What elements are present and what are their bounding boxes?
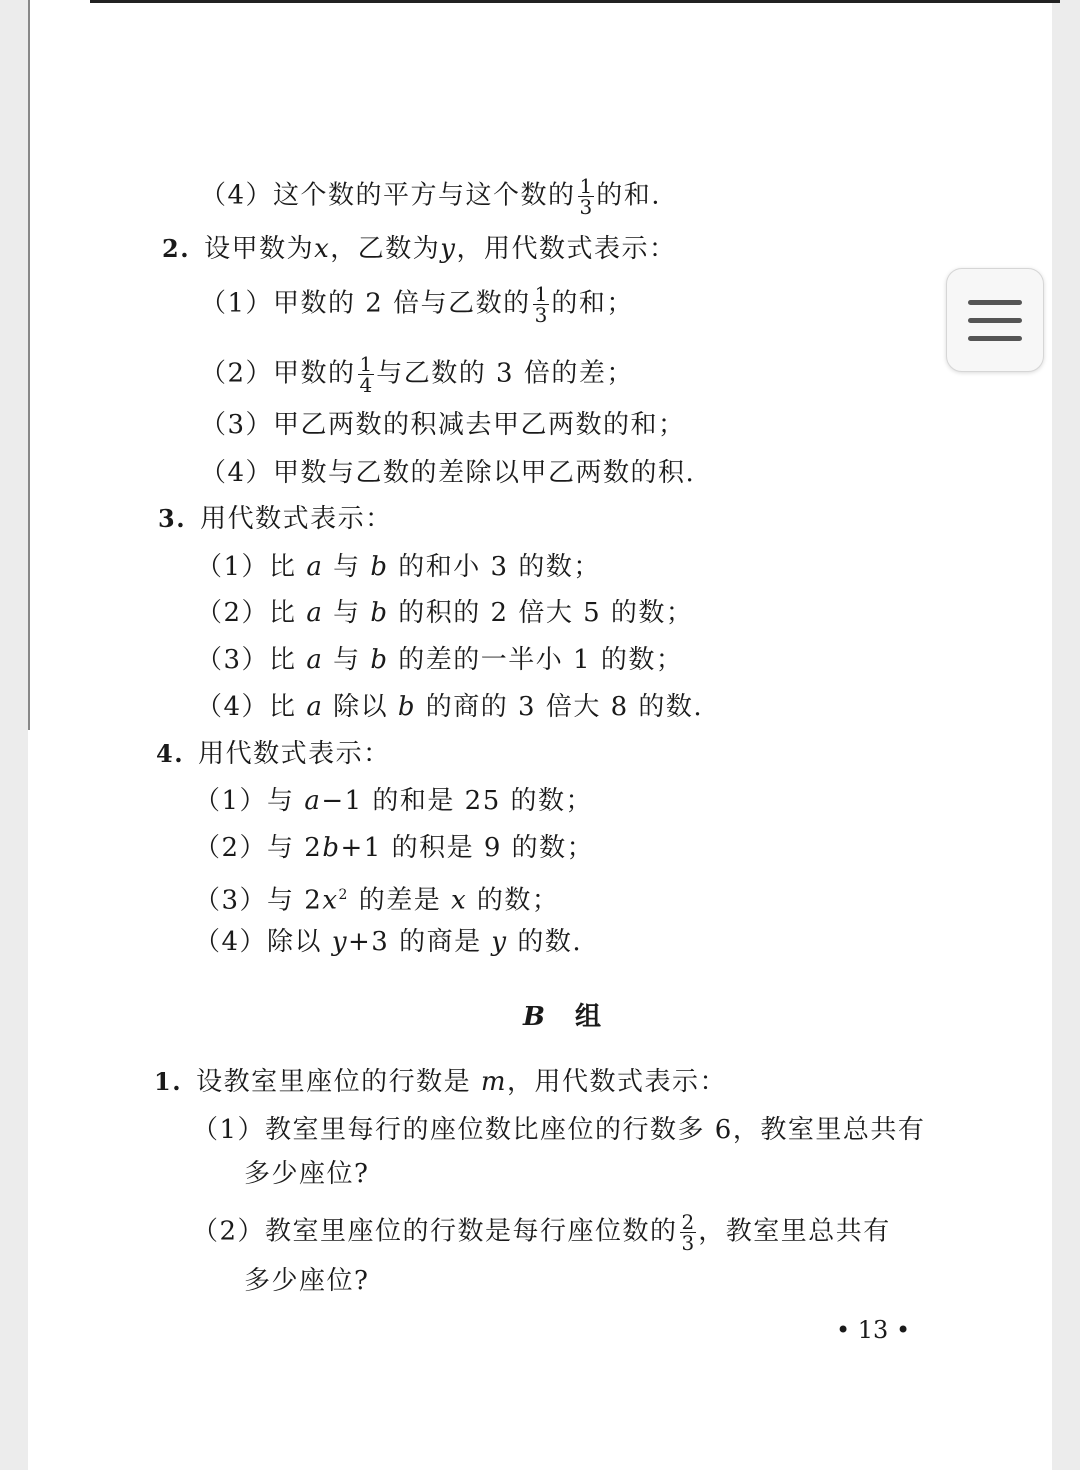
question-text: 设教室里座位的行数是: [196, 1067, 481, 1097]
question-text: ，用代数式表示：: [506, 1067, 727, 1097]
item-text: 与: [323, 552, 371, 582]
item-text: 的差是: [348, 885, 451, 916]
fraction: [578, 176, 595, 217]
item-text: 的数.: [507, 927, 583, 957]
item-text: （2）教室里座位的行数是每行座位数的: [192, 1216, 678, 1247]
variable-b: b: [370, 598, 389, 628]
item-text: （1）教室里每行的座位数比座位的行数多 6，教室里总共有: [192, 1115, 926, 1145]
item-text: 与乙数的 3 倍的差；: [376, 358, 634, 389]
variable-b: b: [322, 833, 341, 863]
question-number: 2.: [162, 234, 191, 263]
b-item-2-line-1: [192, 1212, 891, 1253]
group-b-heading: [523, 996, 601, 1033]
item-text: （1）比: [196, 552, 307, 582]
b-item-2-line-2: [244, 1264, 369, 1298]
menu-button[interactable]: [946, 268, 1044, 372]
fraction: [358, 354, 375, 395]
variable-y: y: [491, 927, 508, 957]
document-page: [28, 0, 1052, 1470]
item-a3-1: [196, 550, 601, 584]
item-a3-4: [196, 690, 703, 724]
item-a1-4: [200, 176, 661, 217]
variable-y: y: [440, 234, 457, 264]
item-text: 的和；: [551, 288, 634, 319]
item-text: （4）这个数的平方与这个数的: [200, 180, 576, 211]
item-a3-3: [196, 643, 683, 677]
question-text: 用代数式表示：: [200, 504, 393, 534]
question-number: 4.: [156, 739, 185, 768]
item-a4-2: [194, 831, 594, 865]
item-text: −1 的和是 25 的数；: [321, 786, 594, 816]
fraction-numerator: 2: [681, 1210, 695, 1234]
item-text: （3）比: [196, 645, 307, 675]
fraction-numerator: 1: [579, 174, 593, 198]
fraction: [533, 284, 550, 325]
question-3: [158, 502, 393, 536]
fraction-denominator: 3: [579, 195, 593, 219]
item-text: （2）比: [196, 598, 307, 628]
item-text: （3）甲乙两数的积减去甲乙两数的和；: [200, 410, 686, 440]
item-text: （4）比: [196, 692, 307, 722]
question-2: [162, 232, 676, 266]
item-text: 除以: [323, 692, 398, 722]
item-text: 的和.: [596, 180, 662, 211]
item-a2-4: [200, 456, 695, 490]
item-text: （2）与 2: [194, 833, 323, 863]
variable-b: b: [397, 692, 417, 722]
item-a2-2: [200, 354, 634, 395]
variable-x: x: [322, 885, 339, 916]
item-a4-3: [194, 878, 559, 918]
item-text: （4）除以: [194, 927, 332, 957]
top-rule: [90, 0, 1060, 3]
item-text: 多少座位?: [244, 1266, 370, 1296]
item-a2-1: [200, 284, 634, 325]
page-number: • 13 •: [836, 1316, 911, 1344]
item-text: 的商的 3 倍大 8 的数.: [416, 692, 704, 722]
item-text: （3）与 2: [194, 885, 323, 916]
variable-a: a: [304, 786, 322, 816]
item-text: 的数；: [467, 885, 560, 916]
question-text: 设甲数为: [204, 234, 315, 264]
item-text: 的差的一半小 1 的数；: [388, 645, 684, 675]
fraction-denominator: 4: [359, 373, 373, 397]
b-item-1-line-2: [244, 1157, 369, 1191]
question-number: 1.: [154, 1067, 183, 1096]
variable-a: a: [306, 552, 324, 582]
fraction-numerator: 1: [534, 282, 548, 306]
fraction-numerator: 1: [359, 352, 373, 376]
item-text: +3 的商是: [348, 927, 492, 957]
question-number: 3.: [158, 504, 187, 533]
question-text: 用代数式表示：: [198, 739, 391, 769]
item-text: ，教室里总共有: [698, 1216, 891, 1247]
variable-y: y: [331, 927, 349, 957]
fraction-denominator: 3: [534, 303, 548, 327]
b-question-1: [154, 1065, 727, 1099]
exponent: 2: [338, 887, 349, 903]
item-text: 与: [323, 645, 371, 675]
item-a2-3: [200, 408, 686, 442]
group-letter: B: [523, 1002, 545, 1032]
item-text: 多少座位?: [244, 1159, 370, 1189]
b-item-1-line-1: [192, 1113, 925, 1147]
page-left-edge: [28, 0, 30, 730]
fraction: [680, 1212, 697, 1253]
variable-x: x: [314, 234, 331, 264]
item-a4-1: [194, 784, 593, 818]
item-text: 的积的 2 倍大 5 的数；: [388, 598, 694, 628]
variable-a: a: [306, 692, 324, 722]
group-word: 组: [574, 1002, 601, 1032]
item-text: （1）与: [194, 786, 305, 816]
item-a3-2: [196, 596, 693, 630]
item-text: 的和小 3 的数；: [388, 552, 601, 582]
item-text: （1）甲数的 2 倍与乙数的: [200, 288, 531, 319]
item-text: （4）甲数与乙数的差除以甲乙两数的积.: [200, 458, 696, 488]
item-text: （2）甲数的: [200, 358, 356, 389]
question-text: ，用代数式表示：: [456, 234, 677, 264]
variable-a: a: [306, 598, 324, 628]
variable-b: b: [370, 645, 389, 675]
question-4: [156, 737, 391, 771]
variable-b: b: [370, 552, 389, 582]
item-text: 与: [323, 598, 371, 628]
hamburger-menu-icon: [968, 300, 1022, 341]
question-text: ，乙数为: [330, 234, 441, 264]
variable-m: m: [480, 1067, 507, 1097]
variable-x: x: [450, 885, 468, 916]
fraction-denominator: 3: [681, 1231, 695, 1255]
variable-a: a: [306, 645, 324, 675]
item-text: +1 的积是 9 的数；: [340, 833, 595, 863]
item-a4-4: [194, 925, 582, 959]
